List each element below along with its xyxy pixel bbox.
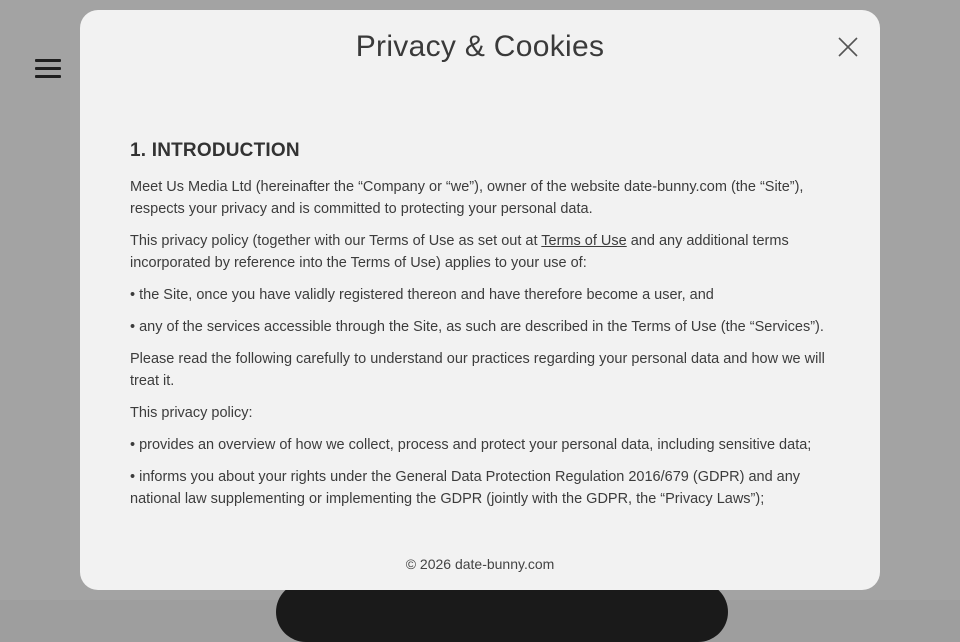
policy-paragraph: Meet Us Media Ltd (hereinafter the “Company or “we”), owner of the website date-bunny.com (the “Site”), respects your privacy and is committed to protecting your personal data. <box>130 179 804 217</box>
policy-bullet: • informs you about your rights under the General Data Protection Regulation 2016/679 (GDPR) and any national law supplementing or implementing the GDPR (jointly with the GDPR, the “Privacy Laws”); <box>130 469 801 507</box>
copyright-footer: © 2026 date-bunny.com <box>405 556 555 572</box>
menu-bar <box>35 75 61 78</box>
policy-text: and any additional terms incorporated by reference into the Terms of Use) applies to your use of: <box>130 233 789 271</box>
policy-paragraph: Please read the following carefully to understand our practices regarding your personal data and how we will treat it. <box>130 351 825 389</box>
menu-bar <box>35 67 61 70</box>
policy-text: This privacy policy (together with our Terms of Use as set out at <box>130 233 542 249</box>
section-heading: 1. INTRODUCTION <box>130 140 300 161</box>
policy-content[interactable] <box>130 136 830 546</box>
menu-bar <box>35 59 61 62</box>
hamburger-menu-icon[interactable] <box>35 59 61 79</box>
policy-paragraph: This privacy policy: <box>130 405 253 421</box>
terms-of-use-link[interactable]: Terms of Use <box>541 233 627 249</box>
privacy-modal <box>80 10 880 590</box>
policy-bullet: • provides an overview of how we collect, process and protect your personal data, including sensitive data; <box>130 437 812 453</box>
close-icon[interactable] <box>836 35 860 59</box>
policy-paragraph <box>130 230 830 274</box>
policy-bullet: • the Site, once you have validly registered thereon and have therefore become a user, and <box>130 287 714 303</box>
policy-bullet: • any of the services accessible through the Site, as such are described in the Terms of Use (the “Services”). <box>130 319 824 335</box>
background-action-button <box>276 582 728 642</box>
modal-title: Privacy & Cookies <box>355 30 605 63</box>
